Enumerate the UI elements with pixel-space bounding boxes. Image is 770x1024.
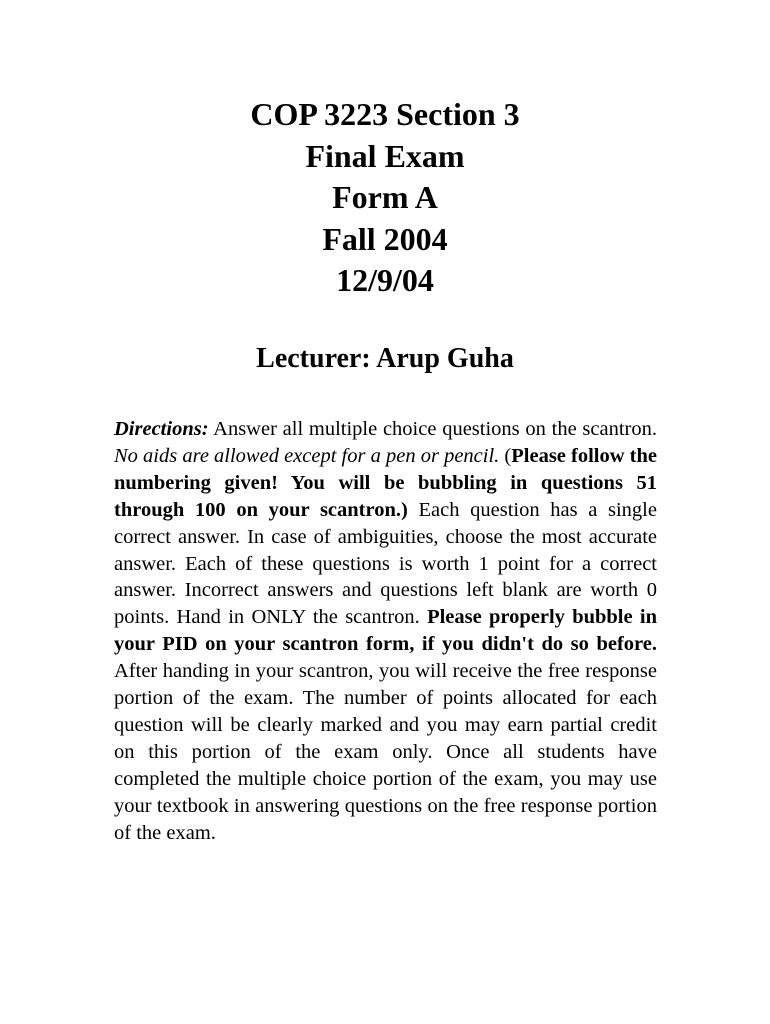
exam-form: Form A [332,179,438,215]
exam-date: 12/9/04 [336,262,434,298]
course-title: COP 3223 Section 3 [250,96,520,132]
exam-name: Final Exam [305,137,465,174]
directions-aids-note: No aids are allowed except for a pen or pencil. [114,444,500,467]
exam-title-block [0,94,770,302]
directions-text-3: Each question has a single correct answer. In case of ambiguities, choose the most accurate answer. Each of these questions is worth 1 point for a correct answer. Incorrect answers and questions left blank are worth 0 points. Hand in ONLY the scantron. [114,498,657,629]
lecturer-line: Lecturer: Arup Guha [256,343,514,374]
exam-term: Fall 2004 [322,220,448,257]
directions-text-2: ( [499,444,512,467]
directions-paragraph [114,416,657,847]
directions-text-1: Answer all multiple choice questions on the scantron. [208,418,657,440]
directions-label: Directions: [114,418,209,440]
directions-text-4: After handing in your scantron, you will receive the free response portion of the exam. The number of points allocated for each question will be clearly marked and you may earn partial credit on this portion of the exam only. Once all students have completed the multiple choice portion of the exam, you may use your textbook in answering questions on the free response portion of the exam. [114,660,657,844]
directions-numbering-note: Please follow the numbering given! You will be bubbling in questions 51 through 100 on your scantron.) [114,444,657,521]
directions-pid-note: Please properly bubble in your PID on your scantron form, if you didn't do so before. [114,606,657,656]
